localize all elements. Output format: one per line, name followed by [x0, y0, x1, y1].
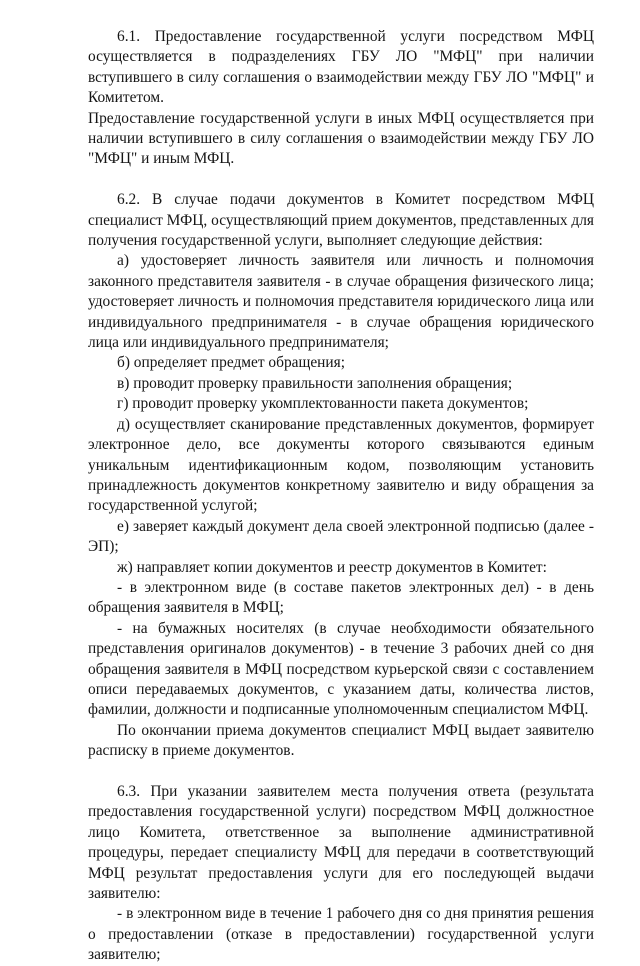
list-item-zh-electronic: - в электронном виде (в составе пакетов электронных дел) - в день обращения заявителя в МФЦ;	[88, 578, 594, 617]
list-item-zh: ж) направляет копии документов и реестр документов в Комитет:	[117, 558, 547, 576]
paragraph-gap	[88, 762, 594, 782]
paragraph-gap	[88, 170, 594, 190]
list-item-e: е) заверяет каждый документ дела своей электронной подписью (далее - ЭП);	[88, 517, 594, 556]
paragraph-6-2-intro: 6.2. В случае подачи документов в Комитет посредством МФЦ специалист МФЦ, осуществляющий прием документов, представленных для получения государственной услуги, выполняет следующие действия:	[88, 191, 594, 250]
list-item-d: д) осуществляет сканирование представленных документов, формирует электронное дело, все документы которого связываются единым уникальным идентификационным кодом, позволяющим установить принадлежность документов конкретному заявителю и виду обращения за государственной услугой;	[88, 415, 594, 515]
paragraph-6-1-continued: Предоставление государственной услуги в иных МФЦ осуществляется при наличии вступившего в силу соглашения о взаимодействии между ГБУ ЛО "МФЦ" и иным МФЦ.	[88, 109, 594, 168]
list-item-v: в) проводит проверку правильности заполнения обращения;	[117, 374, 513, 392]
list-item-zh-paper: - на бумажных носителях (в случае необходимости обязательного представления оригиналов документов) - в течение 3 рабочих дней со дня обращения заявителя в МФЦ посредством курьерской связи с составлением описи передаваемых документов, с указанием даты, количества листов, фамилии, должности и подписанные уполномоченным специалистом МФЦ.	[88, 619, 594, 719]
list-item-g: г) проводит проверку укомплектованности пакета документов;	[117, 395, 529, 413]
paragraph-6-1: 6.1. Предоставление государственной услуги посредством МФЦ осуществляется в подразделениях ГБУ ЛО "МФЦ" при наличии вступившего в силу соглашения о взаимодействии между ГБУ ЛО "МФЦ" и Комитетом.	[88, 28, 594, 107]
list-item-6-3-electronic: - в электронном виде в течение 1 рабочего дня со дня принятия решения о предоставлении (отказе в предоставлении) государственной услуги заявителю;	[88, 905, 594, 964]
paragraph-6-2-closing: По окончании приема документов специалист МФЦ выдает заявителю расписку в приеме документов.	[88, 721, 594, 760]
paragraph-6-3-intro: 6.3. При указании заявителем места получения ответа (результата предоставления государственной услуги) посредством МФЦ должностное лицо Комитета, ответственное за выполнение административной процедуры, передает специалисту МФЦ для передачи в соответствующий МФЦ результат предоставления услуги для его последующей выдачи заявителю:	[88, 783, 594, 903]
list-item-b: б) определяет предмет обращения;	[117, 354, 345, 372]
list-item-a: а) удостоверяет личность заявителя или личность и полномочия законного представителя заявителя - в случае обращения физического лица; удостоверяет личность и полномочия представителя юридического лица или индивидуального предпринимателя - в случае обращения юридического лица или индивидуального предпринимателя;	[88, 252, 594, 352]
